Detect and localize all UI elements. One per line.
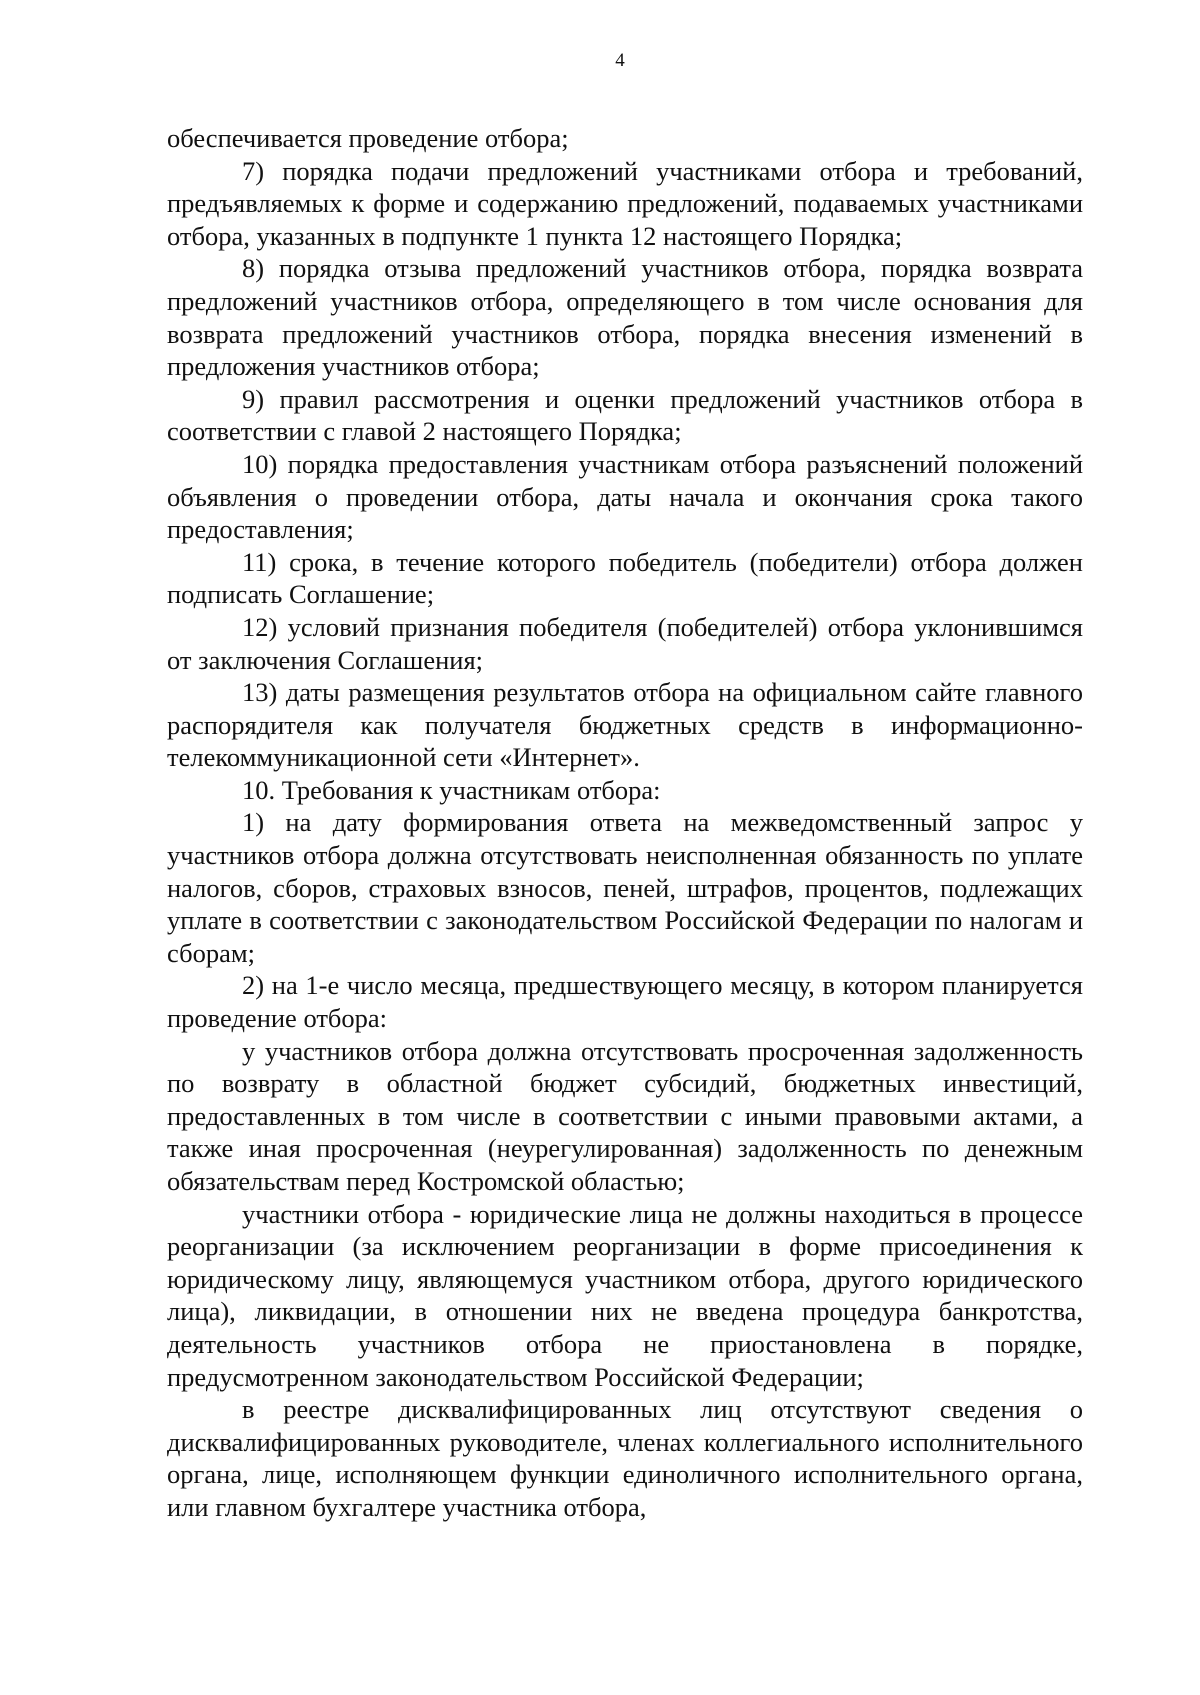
paragraph: у участников отбора должна отсутствовать просроченная задолженность по возврату в областной бюджет субсидий, бюджетных инвестиций, предоставленных в том числе в соответствии с иными правовыми актами, а также иная просроченная (неурегулированная) задолженность по денежным обязательствам перед Костромской областью; bbox=[167, 1035, 1083, 1196]
paragraph: 8) порядка отзыва предложений участников отбора, порядка возврата предложений участников отбора, определяющего в том числе основания для возврата предложений участников отбора, порядка внесения изменений в предложения участников отбора; bbox=[167, 253, 1083, 382]
paragraph: 13) даты размещения результатов отбора на официальном сайте главного распорядителя как получателя бюджетных средств в информационно-телекоммуникационной сети «Интернет». bbox=[167, 677, 1083, 773]
paragraph: 12) условий признания победителя (победителей) отбора уклонившимся от заключения Соглашения; bbox=[167, 611, 1083, 675]
page-number: 4 bbox=[615, 50, 625, 71]
paragraph: обеспечивается проведение отбора; bbox=[167, 123, 569, 153]
paragraph: участники отбора - юридические лица не должны находиться в процессе реорганизации (за исключением реорганизации в форме присоединения к юридическому лицу, являющемуся участником отбора, другого юридического лица), ликвидации, в отношении них не введена процедура банкротства, деятельность участников отбора не приостановлена в порядке, предусмотренном законодательством Российской Федерации; bbox=[167, 1198, 1083, 1392]
paragraph: 11) срока, в течение которого победитель (победители) отбора должен подписать Соглашение; bbox=[167, 546, 1083, 610]
paragraph: 1) на дату формирования ответа на межведомственный запрос у участников отбора должна отсутствовать неисполненная обязанность по уплате налогов, сборов, страховых взносов, пеней, штрафов, процентов, подлежащих уплате в соответствии с законодательством Российской Федерации по налогам и сборам; bbox=[167, 807, 1083, 968]
section-heading: 10. Требования к участникам отбора: bbox=[242, 774, 661, 805]
document-body bbox=[167, 122, 1083, 1524]
paragraph: 2) на 1-е число месяца, предшествующего месяцу, в котором планируется проведение отбора: bbox=[167, 970, 1083, 1034]
paragraph: 9) правил рассмотрения и оценки предложений участников отбора в соответствии с главой 2 настоящего Порядка; bbox=[167, 383, 1083, 447]
paragraph: 7) порядка подачи предложений участниками отбора и требований, предъявляемых к форме и содержанию предложений, подаваемых участниками отбора, указанных в подпункте 1 пункта 12 настоящего Порядка; bbox=[167, 155, 1083, 251]
paragraph: в реестре дисквалифицированных лиц отсутствуют сведения о дисквалифицированных руководителе, членах коллегиального исполнительного органа, лице, исполняющем функции единоличного исполнительного органа, или главном бухгалтере участника отбора, bbox=[167, 1394, 1083, 1522]
paragraph: 10) порядка предоставления участникам отбора разъяснений положений объявления о проведении отбора, даты начала и окончания срока такого предоставления; bbox=[167, 448, 1083, 545]
